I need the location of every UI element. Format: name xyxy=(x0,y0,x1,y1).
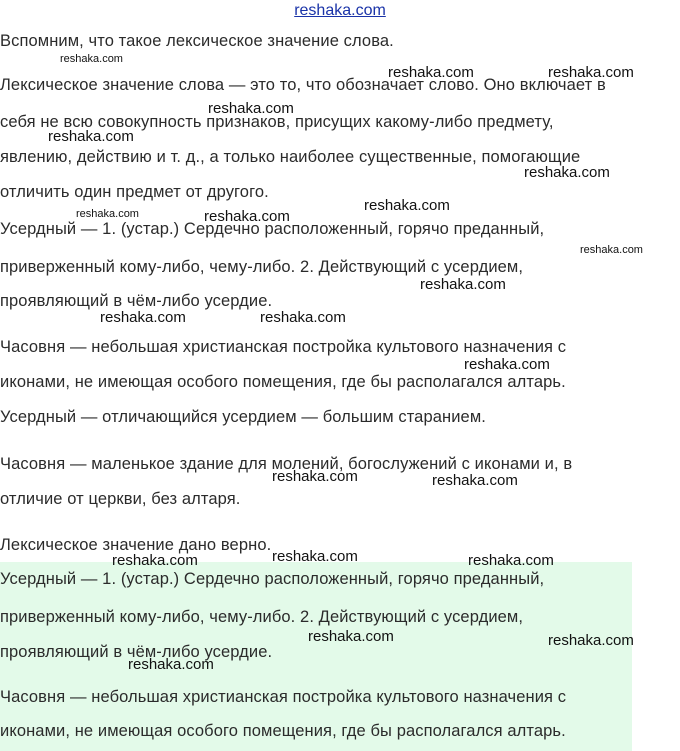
watermark: reshaka.com xyxy=(272,548,358,565)
watermark: reshaka.com xyxy=(524,164,610,181)
text-line: приверженный кому-либо, чему-либо. 2. Действующий с усердием, xyxy=(0,608,524,626)
watermark: reshaka.com xyxy=(128,656,214,673)
text-line: иконами, не имеющая особого помещения, где бы располагался алтарь. xyxy=(0,373,566,391)
text-line: Усердный — отличающийся усердием — большим старанием. xyxy=(0,408,486,426)
text-line: явлению, действию и т. д., а только наиболее существенные, помогающие xyxy=(0,148,581,166)
text-line: отличие от церкви, без алтаря. xyxy=(0,490,241,508)
watermark: reshaka.com xyxy=(112,552,198,569)
text-line: проявляющий в чём-либо усердие. xyxy=(0,292,273,310)
watermark: reshaka.com xyxy=(420,276,506,293)
text-line: Лексическое значение слова — это то, что обозначает слово. Оно включает в xyxy=(0,76,606,94)
watermark: reshaka.com xyxy=(208,100,294,117)
watermark: reshaka.com xyxy=(464,356,550,373)
watermark: reshaka.com xyxy=(272,468,358,485)
watermark: reshaka.com xyxy=(100,309,186,326)
watermark: reshaka.com xyxy=(260,309,346,326)
watermark: reshaka.com xyxy=(364,197,450,214)
watermark: reshaka.com xyxy=(548,64,634,81)
watermark: reshaka.com xyxy=(468,552,554,569)
text-line: Вспомним, что такое лексическое значение слова. xyxy=(0,32,394,50)
watermark: reshaka.com xyxy=(60,53,123,65)
watermark: reshaka.com xyxy=(76,208,139,220)
text-line: Часовня — маленькое здание для молений, богослужений с иконами и, в xyxy=(0,455,573,473)
watermark: reshaka.com xyxy=(580,244,643,256)
watermark: reshaka.com xyxy=(204,208,290,225)
text-line: Усердный — 1. (устар.) Сердечно расположенный, горячо преданный, xyxy=(0,220,545,238)
text-line: отличить один предмет от другого. xyxy=(0,183,269,201)
text-line: себя не всю совокупность признаков, присущих какому-либо предмету, xyxy=(0,113,554,131)
site-header-link[interactable]: reshaka.com xyxy=(294,2,386,19)
text-line: Лексическое значение дано верно. xyxy=(0,536,272,554)
watermark: reshaka.com xyxy=(48,128,134,145)
watermark: reshaka.com xyxy=(548,632,634,649)
text-line: приверженный кому-либо, чему-либо. 2. Действующий с усердием, xyxy=(0,258,524,276)
text-line: Усердный — 1. (устар.) Сердечно расположенный, горячо преданный, xyxy=(0,570,545,588)
text-line: иконами, не имеющая особого помещения, где бы располагался алтарь. xyxy=(0,722,566,740)
text-line: Часовня — небольшая христианская постройка культового назначения с xyxy=(0,688,567,706)
watermark: reshaka.com xyxy=(308,628,394,645)
text-line: Часовня — небольшая христианская постройка культового назначения с xyxy=(0,338,567,356)
watermark: reshaka.com xyxy=(388,64,474,81)
text-line: проявляющий в чём-либо усердие. xyxy=(0,643,273,661)
watermark: reshaka.com xyxy=(432,472,518,489)
